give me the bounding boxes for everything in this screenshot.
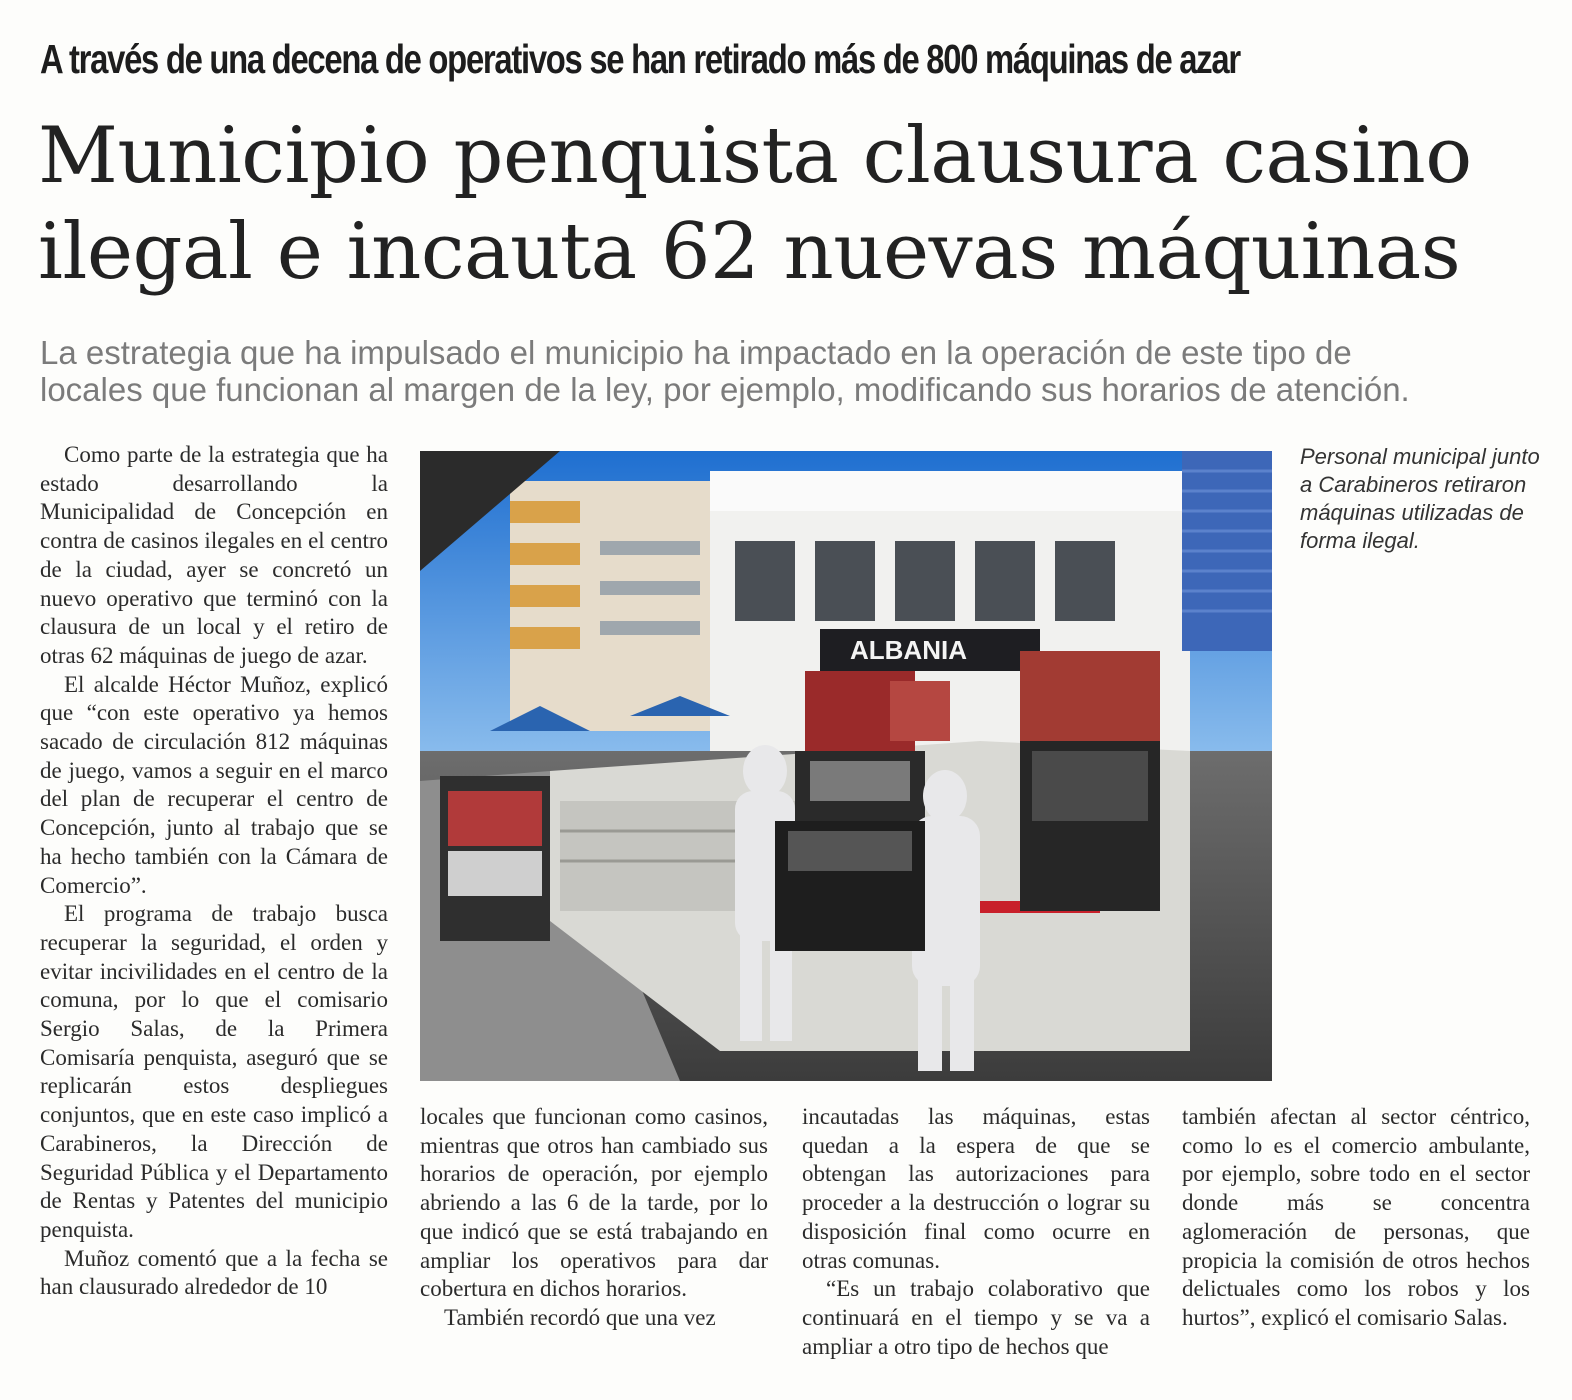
headline-line-1: Municipio penquista clausura casino: [38, 111, 1472, 201]
body-paragraph: Como parte de la estrategia que ha estado desarrollando la Municipalidad de Concepción en contra de casinos ilegales en el centro de la ciudad, ayer se concretó un nuevo operativo que terminó con la clausura de un local y el retiro de otras 62 máquinas de juego de azar.: [40, 442, 388, 668]
body-column-3: [802, 1103, 1150, 1361]
article-headline: [38, 108, 1558, 300]
storefront-sign: ALBANIA: [850, 635, 967, 665]
body-paragraph: El programa de trabajo busca recuperar la seguridad, el orden y evitar incivilidades en el centro de la comuna, por lo que el comisario Sergio Salas, de la Primera Comisaría penquista, aseguró que se replicarán estos despliegues conjuntos, que en este caso implicó a Carabineros, la Dirección de Seguridad Pública y el Departamento de Rentas y Patentes del municipio penquista.: [40, 901, 388, 1242]
deck-line-1: La estrategia que ha impulsado el municipio ha impactado en la operación de este tipo de: [40, 334, 1352, 371]
body-paragraph: Muñoz comentó que a la fecha se han clausurado alrededor de 10: [40, 1245, 388, 1300]
body-column-1: [40, 441, 388, 1302]
article-kicker: A través de una decena de operativos se han retirado más de 800 máquinas de azar: [40, 36, 1240, 82]
body-paragraph: también afectan al sector céntrico, como lo es el comercio ambulante, por ejemplo, sobre todo en el sector donde más se concentra aglomeración de personas, que propicia la comisión de otros hechos delictuales como los robos y los hurtos”, explicó el comisario Salas.: [1182, 1104, 1530, 1330]
body-paragraph: También recordó que una vez: [444, 1304, 716, 1330]
body-paragraph: El alcalde Héctor Muñoz, explicó que “con este operativo ya hemos sacado de circulación 812 máquinas de juego, vamos a seguir en el marco del plan de recuperar el centro de Concepción, junto al trabajo que se ha hecho también con la Cámara de Comercio”.: [40, 671, 388, 898]
headline-line-2: ilegal e incauta 62 nuevas máquinas: [38, 207, 1461, 297]
deck-line-2: locales que funcionan al margen de la ley, por ejemplo, modificando sus horarios de atención.: [40, 371, 1410, 408]
body-paragraph: incautadas las máquinas, estas quedan a la espera de que se obtengan las autorizaciones para proceder a la destrucción o lograr su disposición final como ocurre en otras comunas.: [802, 1104, 1150, 1273]
body-column-4: [1182, 1103, 1530, 1333]
body-paragraph: “Es un trabajo colaborativo que continuará en el tiempo y se va a ampliar a otro tipo de hechos que: [802, 1276, 1150, 1359]
photo-illustration: [420, 451, 1272, 1081]
article-deck: [40, 334, 1560, 408]
article-photo: [420, 451, 1272, 1081]
body-paragraph: locales que funcionan como casinos, mientras que otros han cambiado sus horarios de operación, por ejemplo abriendo a las 6 de la tarde, por lo que indicó que se está trabajando en ampliar los operativos para dar cobertura en dichos horarios.: [420, 1104, 768, 1302]
body-column-2: [420, 1103, 768, 1333]
photo-caption: Personal municipal junto a Carabineros retiraron máquinas utilizadas de forma ilegal.: [1300, 444, 1540, 553]
